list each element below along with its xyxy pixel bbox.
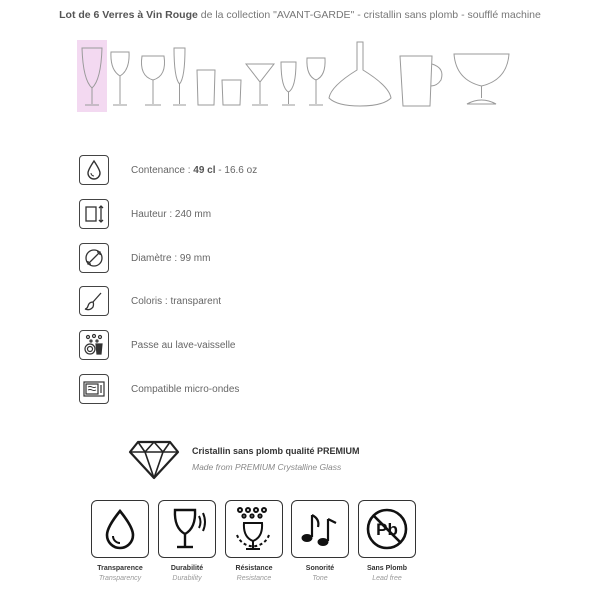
spec-capacity-suffix: - 16.6 oz	[215, 164, 258, 176]
martini-glass-icon[interactable]	[246, 64, 274, 105]
glass-selector	[77, 40, 522, 112]
spec-row-height	[79, 198, 211, 230]
resistance-glass-icon	[225, 500, 283, 558]
feature-durability	[158, 500, 216, 582]
spec-row-capacity	[79, 154, 257, 186]
spec-row-microwave	[79, 373, 239, 405]
feature-transparency-label: Transparence	[97, 565, 143, 572]
durability-glass-icon	[158, 500, 216, 558]
page-title	[0, 9, 600, 21]
premium-subtitle: Made from PREMIUM Crystalline Glass	[192, 462, 342, 472]
wine-glass-icon-2[interactable]	[111, 52, 129, 105]
bowl-icon[interactable]	[454, 54, 509, 104]
spec-diameter-label: Diamètre : 99 mm	[131, 252, 211, 264]
height-icon	[79, 199, 109, 229]
spec-microwave-label: Compatible micro-ondes	[131, 383, 240, 395]
feature-tone-sub: Tone	[312, 575, 328, 582]
feature-tone	[291, 500, 349, 582]
spec-capacity-label: Contenance :	[131, 164, 194, 176]
feature-lead-free	[358, 500, 416, 582]
spec-capacity-value: 49 cl	[193, 164, 216, 176]
title-rest: de la collection "AVANT-GARDE" - cristallin sans plomb - soufflé machine	[197, 9, 541, 21]
music-note-icon	[291, 500, 349, 558]
feature-durability-sub: Durability	[172, 575, 202, 582]
title-bold: Lot de 6 Verres à Vin Rouge	[59, 9, 198, 21]
drop-icon	[79, 155, 109, 185]
feature-transparency-sub: Transparency	[98, 575, 142, 582]
feature-transparency	[91, 500, 149, 582]
dishwasher-icon	[79, 330, 109, 360]
spec-dishwasher-label: Passe au lave-vaisselle	[131, 339, 236, 351]
diameter-icon	[79, 243, 109, 273]
brush-icon	[79, 286, 109, 316]
small-wine-glass-icon[interactable]	[307, 58, 325, 105]
spec-color-label: Coloris : transparent	[131, 295, 222, 307]
pitcher-icon[interactable]	[400, 56, 442, 106]
transparency-drop-icon	[91, 500, 149, 558]
feature-lead-free-label: Sans Plomb	[366, 565, 408, 572]
premium-banner	[128, 438, 458, 482]
champagne-flute-icon[interactable]	[173, 48, 186, 105]
tumbler-icon[interactable]	[197, 70, 215, 105]
decanter-icon[interactable]	[329, 42, 391, 106]
feature-resistance-sub: Resistance	[236, 575, 272, 582]
spec-capacity-text	[131, 165, 257, 176]
spec-row-diameter	[79, 242, 210, 274]
lead-free-icon	[358, 500, 416, 558]
microwave-icon	[79, 374, 109, 404]
feature-tone-label: Sonorité	[305, 565, 335, 572]
svg-text:Pb: Pb	[376, 520, 398, 539]
spec-row-color	[79, 285, 221, 317]
diamond-icon	[128, 438, 180, 480]
short-tumbler-icon[interactable]	[222, 80, 241, 105]
shot-glass-icon[interactable]	[281, 62, 296, 105]
premium-title: Cristallin sans plomb qualité PREMIUM	[192, 446, 360, 456]
feature-lead-free-sub: Lead free	[372, 575, 402, 582]
feature-durability-label: Durabilité	[170, 565, 204, 572]
spec-row-dishwasher	[79, 329, 236, 361]
spec-height-label: Hauteur : 240 mm	[131, 208, 212, 220]
wine-glass-wide-icon[interactable]	[141, 56, 164, 105]
feature-resistance-label: Résistance	[235, 565, 273, 572]
feature-resistance	[225, 500, 283, 582]
